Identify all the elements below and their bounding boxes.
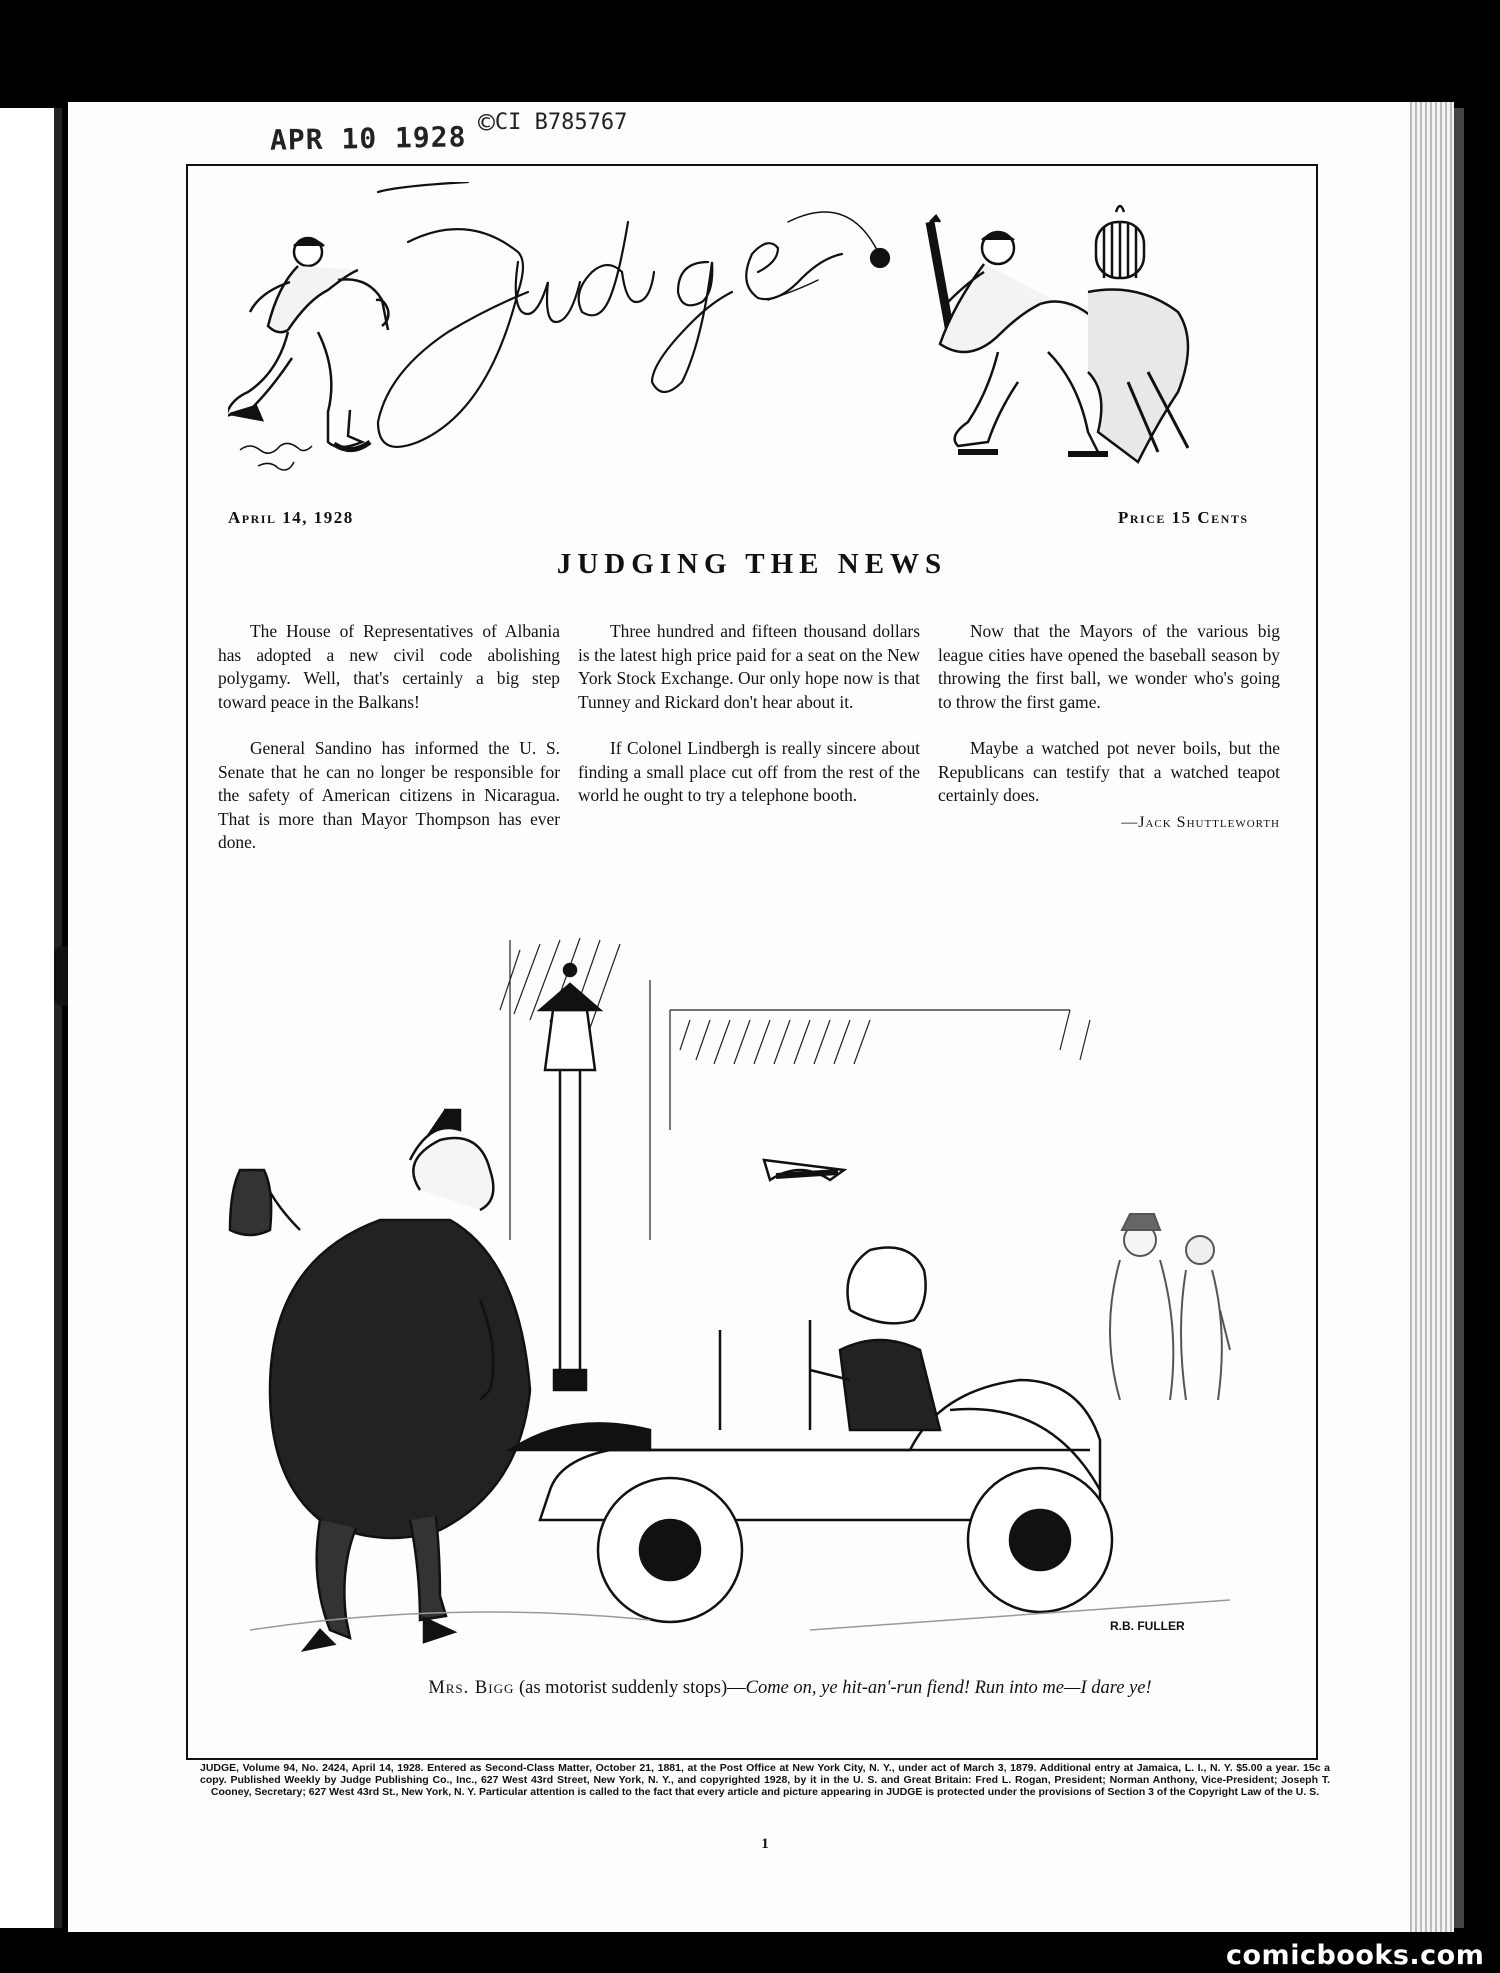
author-byline: —Jack Shuttleworth — [1121, 813, 1280, 831]
issue-date: April 14, 1928 — [228, 508, 354, 527]
mrs-bigg-figure — [230, 1110, 530, 1650]
bystander-couple-figures — [1110, 1214, 1230, 1400]
roadster-car — [510, 1320, 1112, 1622]
judge-script-logo — [378, 182, 889, 447]
masthead — [228, 182, 1288, 502]
running-ballplayer-illustration — [228, 238, 388, 450]
cartoon-illustration — [210, 930, 1296, 1668]
caption-quote: Come on, ye hit-an'-run fiend! Run into me—I dare ye! — [745, 1678, 1152, 1698]
flagg-signature — [240, 443, 312, 453]
news-paragraph: General Sandino has informed the U. S. Senate that he can no longer be responsible for the safety of American citizens in Nicaragua. That is more than Mayor Thompson has ever done. — [218, 738, 560, 852]
page-stack-edge — [1410, 102, 1454, 1932]
page-number: 1 — [761, 1836, 769, 1852]
caption-speaker: Mrs. Bigg — [428, 1678, 515, 1698]
site-watermark: comicbooks.com — [1226, 1940, 1485, 1971]
copyright-symbol: © — [478, 106, 495, 139]
page-edge-shadow — [1454, 108, 1464, 1928]
cartoon-caption — [400, 1676, 1180, 1701]
news-paragraph: Maybe a watched pot never boils, but the Republicans can testify that a watched teapot certainly does. — [938, 738, 1280, 805]
cartoonist-signature: R.B. FULLER — [1110, 1619, 1185, 1633]
facing-page-edge — [0, 108, 62, 1928]
issue-price: Price 15 Cents — [1118, 508, 1249, 527]
news-column-1 — [218, 620, 560, 878]
news-column-3 — [938, 620, 1280, 834]
news-paragraph: Now that the Mayors of the various big league cities have opened the baseball season by throwing the first ball, we wonder who's going to throw the first game. — [938, 621, 1280, 712]
motorist-figure — [764, 1160, 940, 1430]
binding-shadow — [54, 108, 62, 1928]
section-title: JUDGING THE NEWS — [556, 548, 948, 580]
publication-notice: JUDGE, Volume 94, No. 2424, April 14, 1928. Entered as Second-Class Matter, October 21, 1881, at the Post Office at New York City, N. Y., under act of March 3, 1879. Additional entry at Jamaica, L. I., N. Y. $5.00 a year. 15c a copy. Published Weekly by Judge Publishing Co., Inc., 627 West 43rd Street, New York, N. Y., and copyrighted 1928, by it in the U. S. and Great Britain: Fred L. Rogan, President; Norman Anthony, Vice-President; Joseph T. Cooney, Secretary; 627 West 43rd St., New York, N. Y. Particular attention is called to the fact that every article and picture appearing in JUDGE is protected under the provisions of Section 3 of the Copyright Law of the U. S. — [200, 1762, 1330, 1798]
masthead-illustration — [228, 182, 1288, 502]
news-column-2 — [578, 620, 920, 831]
copyright-stamp — [478, 106, 627, 139]
ground-lines — [250, 1600, 1230, 1630]
news-paragraph: Three hundred and fifteen thousand dollars is the latest high price paid for a seat on the New York Stock Exchange. Our only hope now is that Tunney and Rickard don't hear about it. — [578, 621, 920, 712]
lamp-post — [540, 964, 600, 1390]
received-date-stamp: APR 10 1928 — [269, 120, 467, 157]
copyright-number: CI B785767 — [494, 110, 628, 135]
news-paragraph: If Colonel Lindbergh is really sincere about finding a small place cut off from the rest of the world he ought to try a telephone booth. — [578, 738, 920, 805]
background-hatching — [500, 938, 1090, 1240]
batter-with-birdcage-illustration — [930, 206, 1188, 462]
caption-stage-direction: (as motorist suddenly stops)— — [518, 1678, 746, 1698]
news-paragraph: The House of Representatives of Albania has adopted a new civil code abolishing polygamy. Well, that's certainly a big step toward peace in the Balkans! — [218, 621, 560, 712]
